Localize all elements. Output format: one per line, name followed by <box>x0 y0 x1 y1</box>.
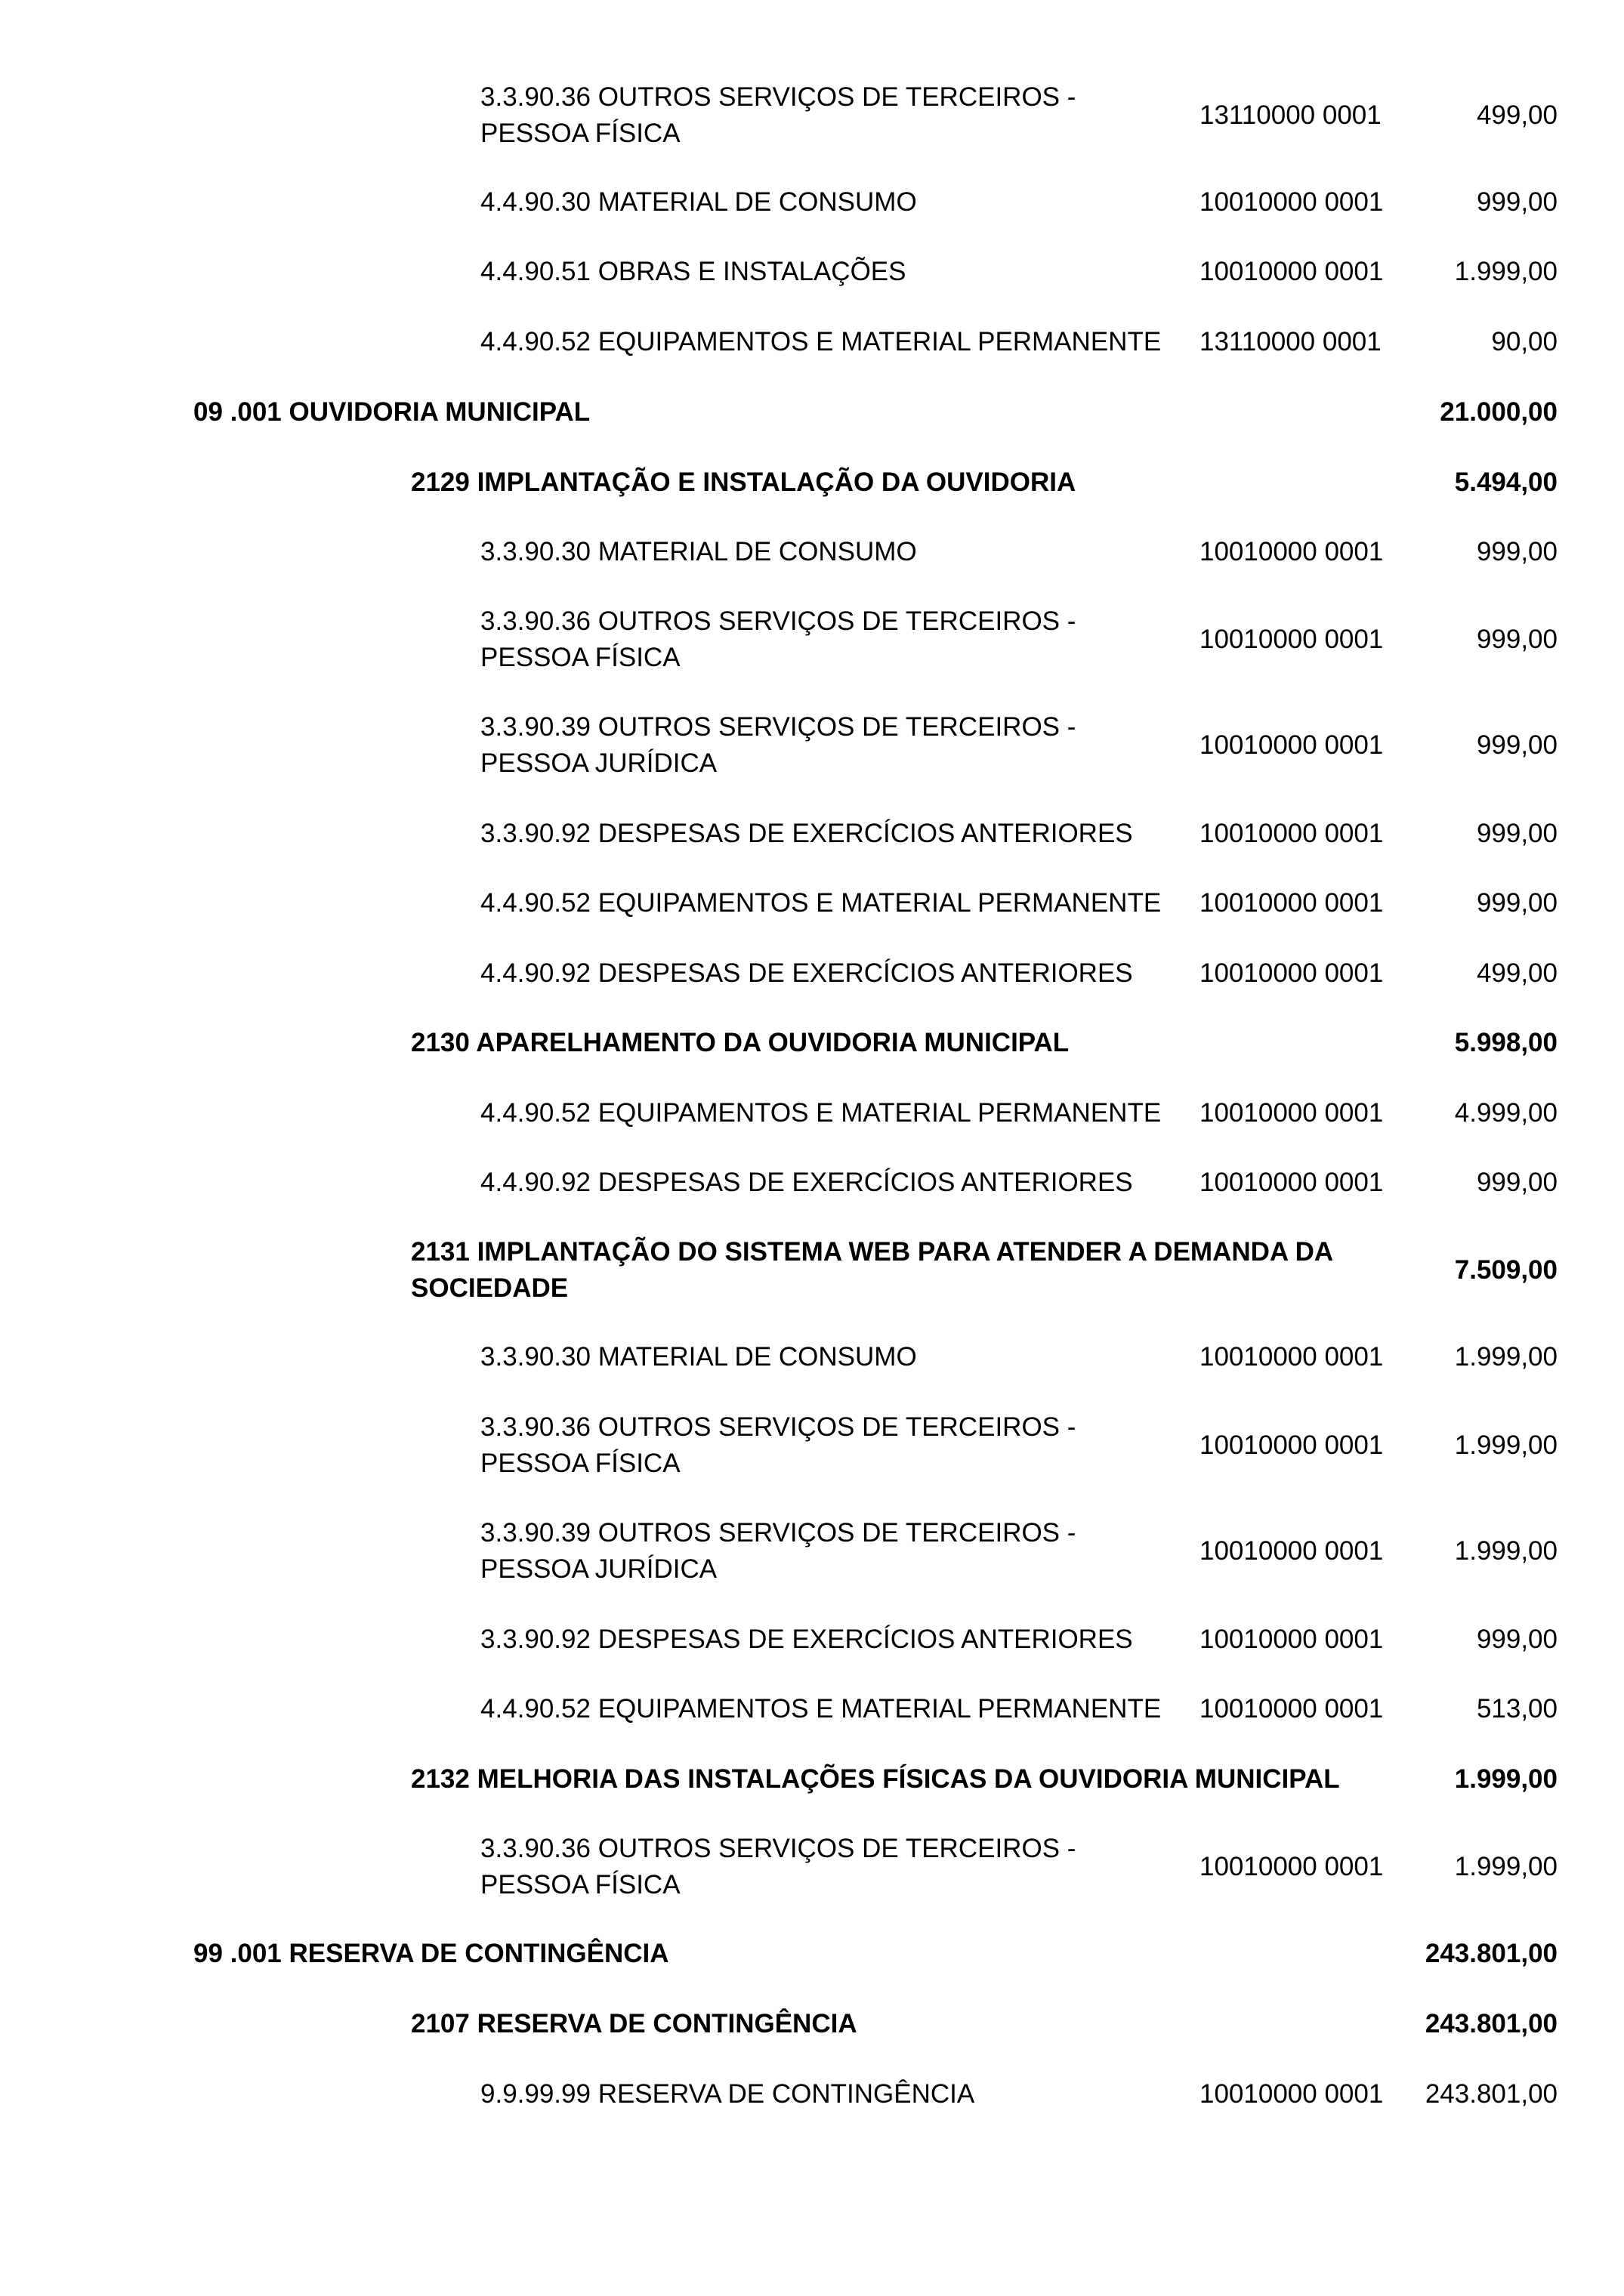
organ-description: 09 .001 OUVIDORIA MUNICIPAL <box>193 397 591 427</box>
expense-description: 3.3.90.36 OUTROS SERVIÇOS DE TERCEIROS - <box>480 82 1076 112</box>
expense-amount: 90,00 <box>1491 327 1558 356</box>
resource-source-code: 10010000 0001 <box>1199 187 1384 217</box>
expense-description: 4.4.90.52 EQUIPAMENTOS E MATERIAL PERMANENTE <box>480 888 1162 918</box>
expense-amount: 999,00 <box>1476 819 1558 848</box>
action-amount: 1.999,00 <box>1454 1764 1558 1794</box>
resource-source-code: 10010000 0001 <box>1199 1342 1384 1372</box>
expense-amount: 1.999,00 <box>1454 1430 1558 1460</box>
expense-amount: 999,00 <box>1476 730 1558 760</box>
organ-amount: 243.801,00 <box>1425 1939 1558 1968</box>
action-amount: 5.494,00 <box>1454 468 1558 497</box>
expense-description: PESSOA FÍSICA <box>480 643 681 672</box>
expense-description: PESSOA JURÍDICA <box>480 748 718 778</box>
resource-source-code: 10010000 0001 <box>1199 888 1384 918</box>
expense-description: 4.4.90.92 DESPESAS DE EXERCÍCIOS ANTERIORES <box>480 958 1133 988</box>
action-description: 2107 RESERVA DE CONTINGÊNCIA <box>411 2009 857 2038</box>
resource-source-code: 10010000 0001 <box>1199 2079 1384 2109</box>
resource-source-code: 10010000 0001 <box>1199 1625 1384 1654</box>
action-description: 2130 APARELHAMENTO DA OUVIDORIA MUNICIPAL <box>411 1028 1070 1057</box>
action-description: SOCIEDADE <box>411 1273 569 1303</box>
expense-description: 3.3.90.92 DESPESAS DE EXERCÍCIOS ANTERIORES <box>480 1625 1133 1654</box>
organ-amount: 21.000,00 <box>1440 397 1558 427</box>
expense-description: 4.4.90.51 OBRAS E INSTALAÇÕES <box>480 257 906 286</box>
expense-amount: 499,00 <box>1476 958 1558 988</box>
expense-amount: 999,00 <box>1476 625 1558 654</box>
expense-amount: 1.999,00 <box>1454 257 1558 286</box>
resource-source-code: 10010000 0001 <box>1199 1168 1384 1197</box>
expense-amount: 999,00 <box>1476 1625 1558 1654</box>
action-description: 2132 MELHORIA DAS INSTALAÇÕES FÍSICAS DA OUVIDORIA MUNICIPAL <box>411 1764 1340 1794</box>
action-description: 2131 IMPLANTAÇÃO DO SISTEMA WEB PARA ATENDER A DEMANDA DA <box>411 1237 1334 1267</box>
expense-description: 3.3.90.39 OUTROS SERVIÇOS DE TERCEIROS - <box>480 1518 1076 1548</box>
action-amount: 7.509,00 <box>1454 1255 1558 1285</box>
resource-source-code: 10010000 0001 <box>1199 958 1384 988</box>
expense-description: 3.3.90.39 OUTROS SERVIÇOS DE TERCEIROS - <box>480 712 1076 742</box>
expense-amount: 499,00 <box>1476 100 1558 130</box>
resource-source-code: 10010000 0001 <box>1199 1430 1384 1460</box>
expense-amount: 999,00 <box>1476 537 1558 566</box>
resource-source-code: 13110000 0001 <box>1199 327 1382 356</box>
expense-description: 4.4.90.92 DESPESAS DE EXERCÍCIOS ANTERIORES <box>480 1168 1133 1197</box>
expense-amount: 999,00 <box>1476 1168 1558 1197</box>
action-description: 2129 IMPLANTAÇÃO E INSTALAÇÃO DA OUVIDORIA <box>411 468 1076 497</box>
expense-description: PESSOA FÍSICA <box>480 119 681 148</box>
expense-amount: 1.999,00 <box>1454 1342 1558 1372</box>
organ-description: 99 .001 RESERVA DE CONTINGÊNCIA <box>193 1939 669 1968</box>
resource-source-code: 10010000 0001 <box>1199 1098 1384 1128</box>
resource-source-code: 10010000 0001 <box>1199 1852 1384 1881</box>
expense-description: PESSOA FÍSICA <box>480 1870 681 1899</box>
expense-amount: 999,00 <box>1476 187 1558 217</box>
expense-description: 3.3.90.36 OUTROS SERVIÇOS DE TERCEIROS - <box>480 1412 1076 1442</box>
resource-source-code: 10010000 0001 <box>1199 537 1384 566</box>
expense-description: PESSOA JURÍDICA <box>480 1554 718 1584</box>
resource-source-code: 10010000 0001 <box>1199 730 1384 760</box>
expense-description: PESSOA FÍSICA <box>480 1449 681 1478</box>
resource-source-code: 10010000 0001 <box>1199 819 1384 848</box>
expense-description: 9.9.99.99 RESERVA DE CONTINGÊNCIA <box>480 2079 975 2109</box>
expense-description: 4.4.90.52 EQUIPAMENTOS E MATERIAL PERMANENTE <box>480 327 1162 356</box>
expense-amount: 513,00 <box>1476 1694 1558 1724</box>
expense-amount: 243.801,00 <box>1425 2079 1558 2109</box>
expense-description: 4.4.90.52 EQUIPAMENTOS E MATERIAL PERMANENTE <box>480 1098 1162 1128</box>
expense-description: 3.3.90.30 MATERIAL DE CONSUMO <box>480 537 917 566</box>
expense-amount: 4.999,00 <box>1454 1098 1558 1128</box>
expense-description: 3.3.90.30 MATERIAL DE CONSUMO <box>480 1342 917 1372</box>
action-amount: 243.801,00 <box>1425 2009 1558 2038</box>
expense-description: 4.4.90.30 MATERIAL DE CONSUMO <box>480 187 917 217</box>
expense-description: 3.3.90.92 DESPESAS DE EXERCÍCIOS ANTERIORES <box>480 819 1133 848</box>
resource-source-code: 10010000 0001 <box>1199 1694 1384 1724</box>
expense-description: 3.3.90.36 OUTROS SERVIÇOS DE TERCEIROS - <box>480 606 1076 636</box>
action-amount: 5.998,00 <box>1454 1028 1558 1057</box>
expense-amount: 1.999,00 <box>1454 1536 1558 1566</box>
resource-source-code: 13110000 0001 <box>1199 100 1382 130</box>
expense-amount: 1.999,00 <box>1454 1852 1558 1881</box>
expense-description: 3.3.90.36 OUTROS SERVIÇOS DE TERCEIROS - <box>480 1834 1076 1863</box>
expense-description: 4.4.90.52 EQUIPAMENTOS E MATERIAL PERMANENTE <box>480 1694 1162 1724</box>
resource-source-code: 10010000 0001 <box>1199 257 1384 286</box>
resource-source-code: 10010000 0001 <box>1199 625 1384 654</box>
expense-amount: 999,00 <box>1476 888 1558 918</box>
resource-source-code: 10010000 0001 <box>1199 1536 1384 1566</box>
